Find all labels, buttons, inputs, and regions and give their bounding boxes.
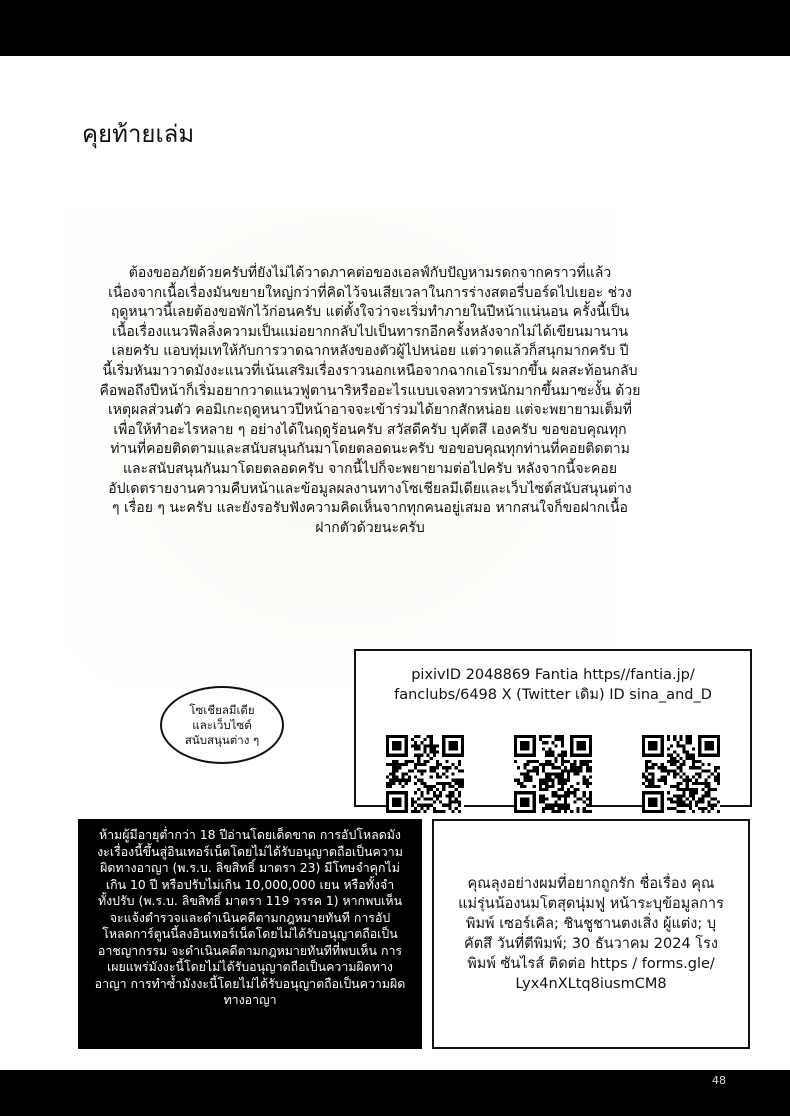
legal-line: อาชญากรรม จะดำเนินคดีตามกฎหมายทันทีที่พบเห็น การ bbox=[97, 942, 403, 958]
pixiv-qr-code[interactable] bbox=[386, 735, 464, 813]
info-line: คุณลุงอย่างผมที่อยากถูกรัก ชื่อเรื่อง คุณ bbox=[467, 876, 715, 892]
social-line: pixivID 2048869 Fantia https//fantia.jp/ bbox=[411, 667, 695, 683]
social-line: fanclubs/6498 X (Twitter เดิม) ID sina_and_D bbox=[394, 687, 712, 703]
afterword-line: ท่านที่คอยติดตามและสนับสนุนกันมาโดยตลอดนะครับ ขอขอบคุณทุกท่านที่คอยติดตาม bbox=[110, 441, 630, 458]
legal-line: ทั้งปรับ (พ.ร.บ. ลิขสิทธิ์ มาตรา 119 วรรค 1) หากพบเห็น bbox=[97, 893, 403, 908]
afterword-line: เหตุผลส่วนตัว คอมิเกะฤดูหนาวปีหน้าอาจจะเข้าร่วมได้ยากสักหน่อย แต่จะพยายามเต็มที่ bbox=[107, 402, 633, 419]
qr-code-row bbox=[386, 735, 720, 813]
afterword-line: และสนับสนุนกันมาโดยตลอดครับ จากนี้ไปก็จะพยายามต่อไปครับ หลังจากนี้จะคอย bbox=[122, 460, 618, 477]
afterword-line: ฝากตัวด้วยนะครับ bbox=[315, 519, 425, 536]
bubble-line: และเว็บไซต์ bbox=[192, 717, 252, 732]
legal-line: โหลดการ์ตูนนี้ลงอินเทอร์เน็ตโดยไม่ได้รับอนุญาตถือเป็น bbox=[102, 926, 398, 941]
legal-line: เกิน 10 ปี หรือปรับไม่เกิน 10,000,000 เยน หรือทั้งจำ bbox=[105, 876, 395, 892]
info-line: พิมพ์ ซันไรส์ ติดต่อ https / forms.gle/ bbox=[467, 956, 715, 972]
social-links-box bbox=[354, 649, 752, 807]
bubble-line: สนับสนุนต่าง ๆ bbox=[184, 732, 260, 747]
publication-info-box bbox=[432, 819, 750, 1049]
info-line: พิมพ์ เซอร์เคิล; ชินชูชานตงเสิ่ง ผู้แต่ง; บุ bbox=[465, 916, 717, 932]
legal-line: เผยแพร่มังงะนี้โดยไม่ได้รับอนุญาตถือเป็นความผิดทาง bbox=[107, 959, 393, 974]
speech-bubble bbox=[160, 686, 284, 764]
afterword-text bbox=[62, 264, 678, 538]
page-title: คุยท้ายเล่ม bbox=[82, 120, 195, 148]
info-line: คัตสึ วันที่ตีพิมพ์; 30 ธันวาคม 2024 โรง bbox=[464, 936, 718, 952]
afterword-line: คือพอถึงปีหน้าก็เริ่มอยากวาดแนวฟูตานาริหรืออะไรแบบเจลทวารหนักมากขึ้นมาซะงั้น ด้วย bbox=[99, 382, 641, 399]
afterword-line: เนื้อเรื่องแนวฟีลลิ่งความเป็นแม่อยากกลับไปเป็นทารกอีกครั้งหลังจากไม่ได้เขียนมานาน bbox=[111, 323, 629, 340]
afterword-line: นี้เริ่มหันมาวาดมังงะแนวที่เน้นเสริมเรื่องราวนอกเหนือจากฉากเอโรมากขึ้น ผลสะท้อนกลับ bbox=[102, 362, 638, 379]
afterword-line: เลยครับ แอบทุ่มเทให้กับการวาดฉากหลังของตัวผู้ไปหน่อย แต่วาดแล้วก็สนุกมากครับ ปี bbox=[111, 343, 629, 360]
afterword-line: เนื่องจากเนื้อเรื่องมันขยายใหญ่กว่าที่คิดไว้จนเสียเวลาในการร่างสตอรี่บอร์ดไปเยอะ ช่วง bbox=[108, 284, 632, 301]
legal-line: ทางอาญา bbox=[223, 992, 277, 1007]
twitter-qr-code[interactable] bbox=[642, 735, 720, 813]
afterword-line: เพื่อให้ทำอะไรหลาย ๆ อย่างได้ในฤดูร้อนครับ สวัสดีครับ บุคัตสึ เองครับ ขอขอบคุณทุก bbox=[113, 421, 627, 438]
legal-line: อาญา การทำซ้ำมังงะนี้โดยไม่ได้รับอนุญาตถือเป็นความผิด bbox=[94, 975, 406, 991]
legal-line: ผิดทางอาญา (พ.ร.บ. ลิขสิทธิ์ มาตรา 23) มีโทษจำคุกไม่ bbox=[100, 860, 400, 875]
legal-line: จะแจ้งตำรวจและดำเนินคดีตามกฎหมายทันที การอัป bbox=[109, 909, 391, 925]
afterword-line: ฤดูหนาวนี้เลยต้องขอพักไว้ก่อนครับ แต่ตั้งใจว่าจะเริ่มทำภายในปีหน้าแน่นอน ครั้งนี้เป็น bbox=[110, 304, 630, 321]
page-number: 48 bbox=[712, 1074, 726, 1087]
fantia-qr-code[interactable] bbox=[514, 735, 592, 813]
afterword-line: อัปเดตรายงานความคืบหน้าและข้อมูลผลงานทางโซเชียลมีเดียและเว็บไซต์สนับสนุนต่าง bbox=[108, 480, 632, 497]
legal-line: งะเรื่องนี้ขึ้นสู่อินเทอร์เน็ตโดยไม่ได้รับอนุญาตถือเป็นความ bbox=[97, 843, 403, 859]
legal-warning-box bbox=[78, 819, 422, 1049]
info-line: แม่รุ่นน้องนมโตสุดนุ่มฟู หน้าระบุข้อมูลการ bbox=[458, 896, 724, 912]
afterword-line: ๆ เรื่อย ๆ นะครับ และยังรอรับฟังความคิดเห็นจากทุกคนอยู่เสมอ หากสนใจก็ขอฝากเนื้อ bbox=[112, 500, 628, 517]
afterword-line: ต้องขออภัยด้วยครับที่ยังไม่ได้วาดภาคต่อของเอลฟ์กับปัญหามรดกจากคราวที่แล้ว bbox=[128, 265, 612, 281]
bubble-line: โซเชียลมีเดีย bbox=[189, 702, 255, 717]
legal-line: ห้ามผู้มีอายุต่ำกว่า 18 ปีอ่านโดยเด็ดขาด การอัปโหลดมัง bbox=[99, 827, 401, 842]
manga-page bbox=[0, 56, 790, 1070]
social-links-text bbox=[366, 665, 740, 705]
info-line: Lyx4nXLtq8iusmCM8 bbox=[515, 976, 667, 992]
